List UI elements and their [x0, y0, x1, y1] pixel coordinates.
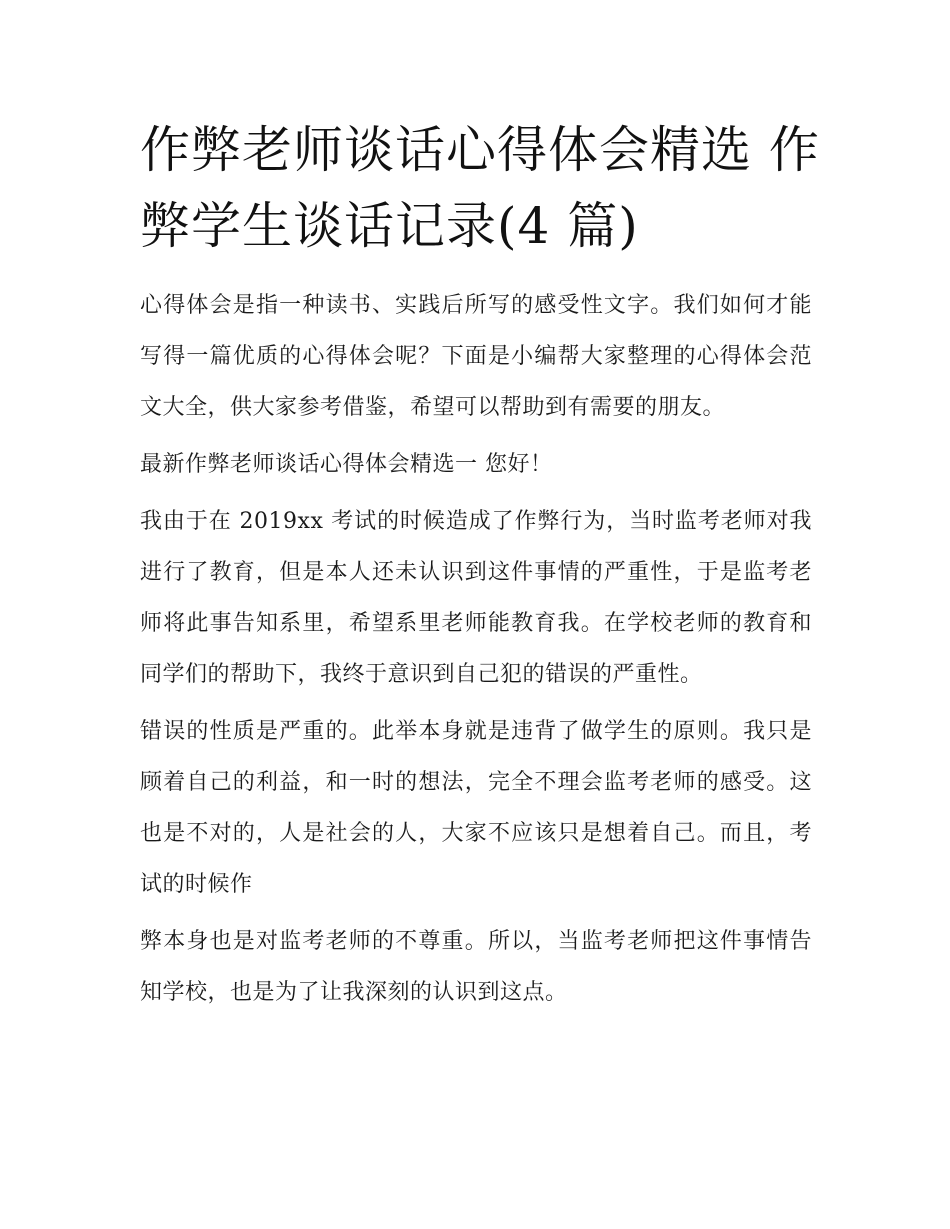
document-body	[140, 280, 812, 1024]
body-paragraph: 弊本身也是对监考老师的不尊重。所以，当监考老师把这件事情告知学校，也是为了让我深刻的认识到这点。	[140, 929, 812, 1005]
intro-paragraph: 心得体会是指一种读书、实践后所写的感受性文字。我们如何才能写得一篇优质的心得体会呢？下面是小编帮大家整理的心得体会范文大全，供大家参考借鉴，希望可以帮助到有需要的朋友。	[140, 293, 812, 420]
body-paragraph: 错误的性质是严重的。此举本身就是违背了做学生的原则。我只是顾着自己的利益，和一时的想法，完全不理会监考老师的感受。这也是不对的，人是社会的人，大家不应该只是想着自己。而且，考试的时候作	[140, 719, 812, 897]
body-paragraph: 我由于在 2019xx 考试的时候造成了作弊行为，当时监考老师对我进行了教育，但是本人还未认识到这件事情的严重性，于是监考老师将此事告知系里，希望系里老师能教育我。在学校老师的教育和同学们的帮助下，我终于意识到自己犯的错误的严重性。	[140, 509, 812, 687]
document-title: 作弊老师谈话心得体会精选 作弊学生谈话记录(4 篇)	[140, 121, 820, 255]
section-heading: 最新作弊老师谈话心得体会精选一 您好！	[140, 452, 553, 477]
